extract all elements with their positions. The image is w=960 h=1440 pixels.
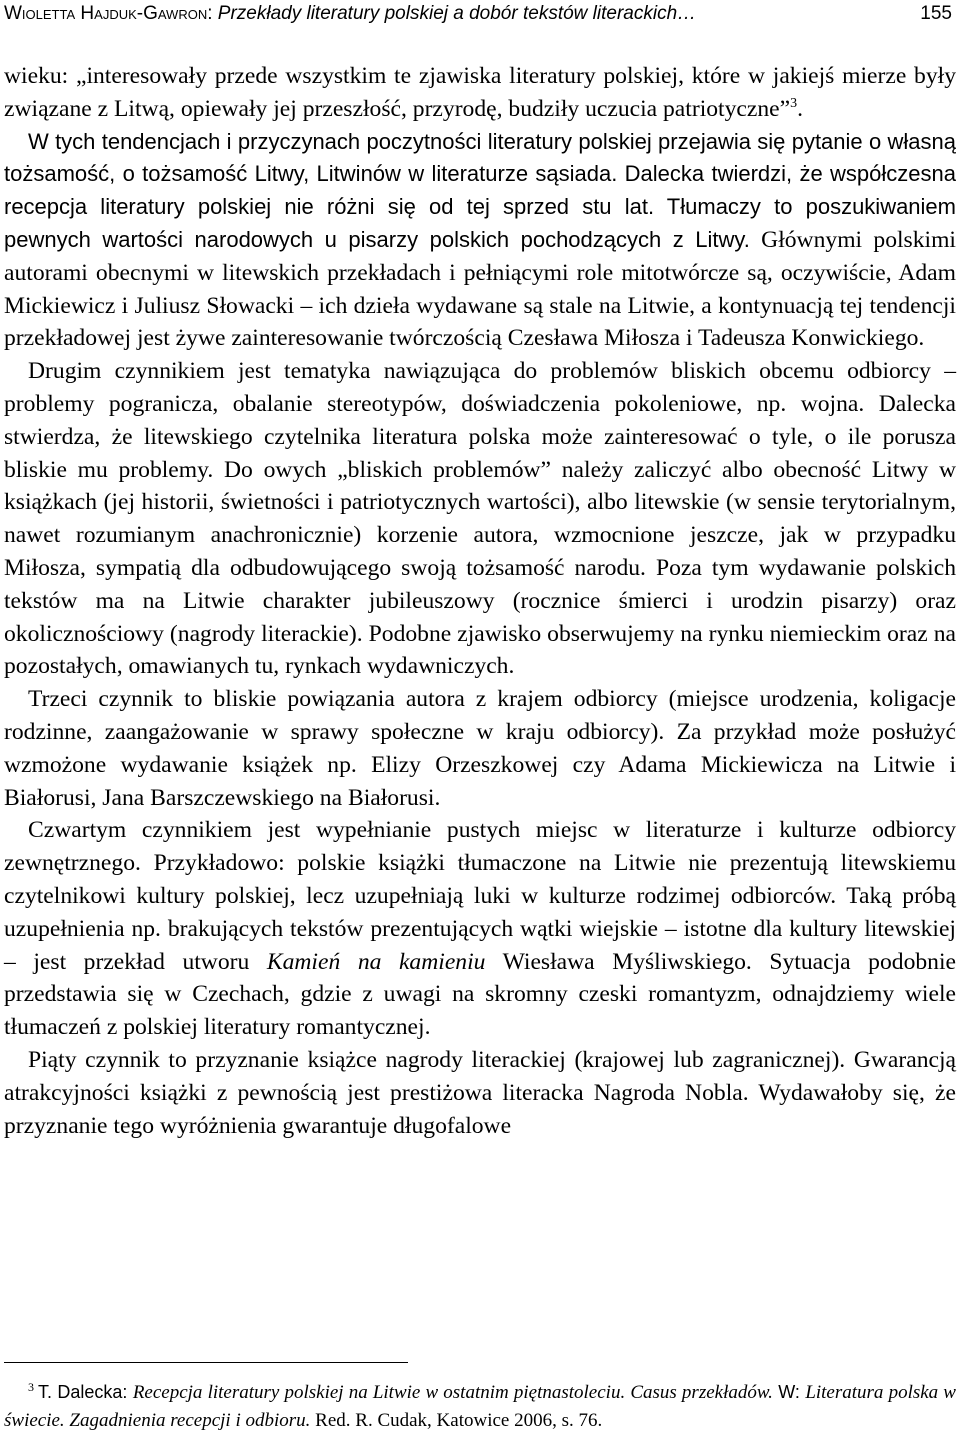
paragraph-2 bbox=[4, 126, 956, 356]
page bbox=[4, 0, 956, 1431]
header-title: Przekłady literatury polskiej a dobór tekstów literackich… bbox=[217, 3, 697, 24]
footnote-prefix: T. Dalecka: bbox=[38, 1382, 133, 1402]
paragraph-2-sans-text: W tych tendencjach i przyczynach poczytności literatury polskiej przejawia się pytanie o własną tożsamość, o tożsamość Litwy, Litwinów w literaturze sąsiada. Dalecka twierdzi, że współczesna recepcja literatury polskiej nie różni się od tej sprzed stu lat. Tłumaczy to poszukiwaniem pewnych wartości narodowych u pisarzy polskich pochodzących z Litwy. bbox=[4, 128, 956, 252]
paragraph-1 bbox=[4, 60, 956, 126]
running-header bbox=[4, 0, 956, 38]
footnote-article-title: Recepcja literatury polskiej na Litwie w ostatnim piętnastoleciu. Casus przekładów. bbox=[132, 1382, 773, 1403]
paragraph-3: Drugim czynnikiem jest tematyka nawiązująca do problemów bliskich obcemu odbiorcy – problemy pogranicza, obalanie stereotypów, doświadczenia pokoleniowe, np. wojna. Dalecka stwierdza, że litewskiego czytelnika literatura polska może zainteresować o tyle, o ile porusza bliskie mu problemy. Do owych „bliskich problemów” należy zaliczyć albo obecność Litwy w książkach (jej historii, świetności i patriotycznych wartości), albo litewskie (w sensie terytorialnym, nawet rozumianym anachronicznie) korzenie autora, wzmocnione jeszcze, jak w przypadku Miłosza, sympatią dla odbudowującego swoją tożsamość narodu. Poza tym wydawanie polskich tekstów ma na Litwie charakter jubileuszowy (rocznice śmierci i urodzin pisarzy) oraz okolicznościowy (nagrody literackie). Podobne zjawisko obserwujemy na rynku niemieckim oraz na pozostałych, omawianych tu, rynkach wydawniczych. bbox=[4, 358, 956, 680]
paragraph-5 bbox=[4, 814, 956, 1044]
paragraph-1-text: wieku: „interesowały przede wszystkim te zjawiska literatury polskiej, które w jakiejś mierze były związane z Litwą, opiewały jej przeszłość, przyrodę, budziły uczucia patriotyczne” bbox=[4, 63, 956, 122]
paragraph-5-text-b: Wiesława Myśliwskiego. Sytuacja podobnie przedstawia się w Czechach, gdzie z uwagi na skromny czeski romantyzm, odnajdziemy wiele tłumaczeń z polskiej literatury romantycznej. bbox=[4, 948, 956, 1041]
footnote-divider bbox=[4, 1362, 408, 1363]
footnote-3 bbox=[4, 1378, 956, 1435]
footnote-book-title: Literatura polska w świecie. Zagadnienia recepcji i odbioru. bbox=[4, 1382, 956, 1431]
paragraph-6: Piąty czynnik to przyznanie książce nagrody literackiej (krajowej lub zagranicznej). Gwarancją atrakcyjności książki z pewnością jest prestiżowa literacka Nagroda Nobla. Wydawałoby się, że przyznanie tego wyróżnienia gwarantuje długofalowe bbox=[4, 1046, 956, 1139]
header-author: Wioletta Hajduk-Gawron: bbox=[4, 3, 213, 24]
paragraph-4: Trzeci czynnik to bliskie powiązania autora z krajem odbiorcy (miejsce urodzenia, koligacje rodzinne, zaangażowanie w sprawy społeczne w kraju odbiorcy). Za przykład może posłużyć wzmożone wydawanie książek np. Elizy Orzeszkowej czy Adama Mickiewicza na Litwie i Białorusi, Jana Barszczewskiego na Białorusi. bbox=[4, 686, 956, 811]
footnote-in-label: W: bbox=[772, 1382, 806, 1402]
page-number: 155 bbox=[920, 3, 952, 24]
body-text bbox=[4, 60, 956, 1142]
paragraph-5-text-a: Czwartym czynnikiem jest wypełnianie pustych miejsc w literaturze i kulturze odbiorcy zewnętrznego. Przykładowo: polskie książki tłumaczone na Litwie nie prezentują litewskiemu czytelnikowi kultury polskiej, lecz uzupełniają luki w kulturze rodzimej odbiorców. Taką próbą uzupełnienia np. brakujących tekstów prezentujących wątki wiejskie – istotne dla kultury litewskiej – jest przekład utworu bbox=[4, 817, 956, 975]
footnote-ref-3[interactable]: 3 bbox=[790, 95, 798, 111]
footnote-number: 3 bbox=[28, 1379, 34, 1394]
cited-work-title: Kamień na kamieniu bbox=[266, 948, 486, 975]
footnote-publication-details: Red. R. Cudak, Katowice 2006, s. 76. bbox=[310, 1410, 603, 1431]
paragraph-1-end: . bbox=[797, 95, 803, 122]
paragraph-2-text: Głównymi polskimi autorami obecnymi w litewskich przekładach i pełniącymi role mitotwórcze są, oczywiście, Adam Mickiewicz i Juliusz Słowacki – ich dzieła wydawane są stale na Litwie, a kontynuacją tej tendencji przekładowej jest żywe zainteresowanie twórczością Czesława Miłosza i Tadeusza Konwickiego. bbox=[4, 226, 956, 352]
